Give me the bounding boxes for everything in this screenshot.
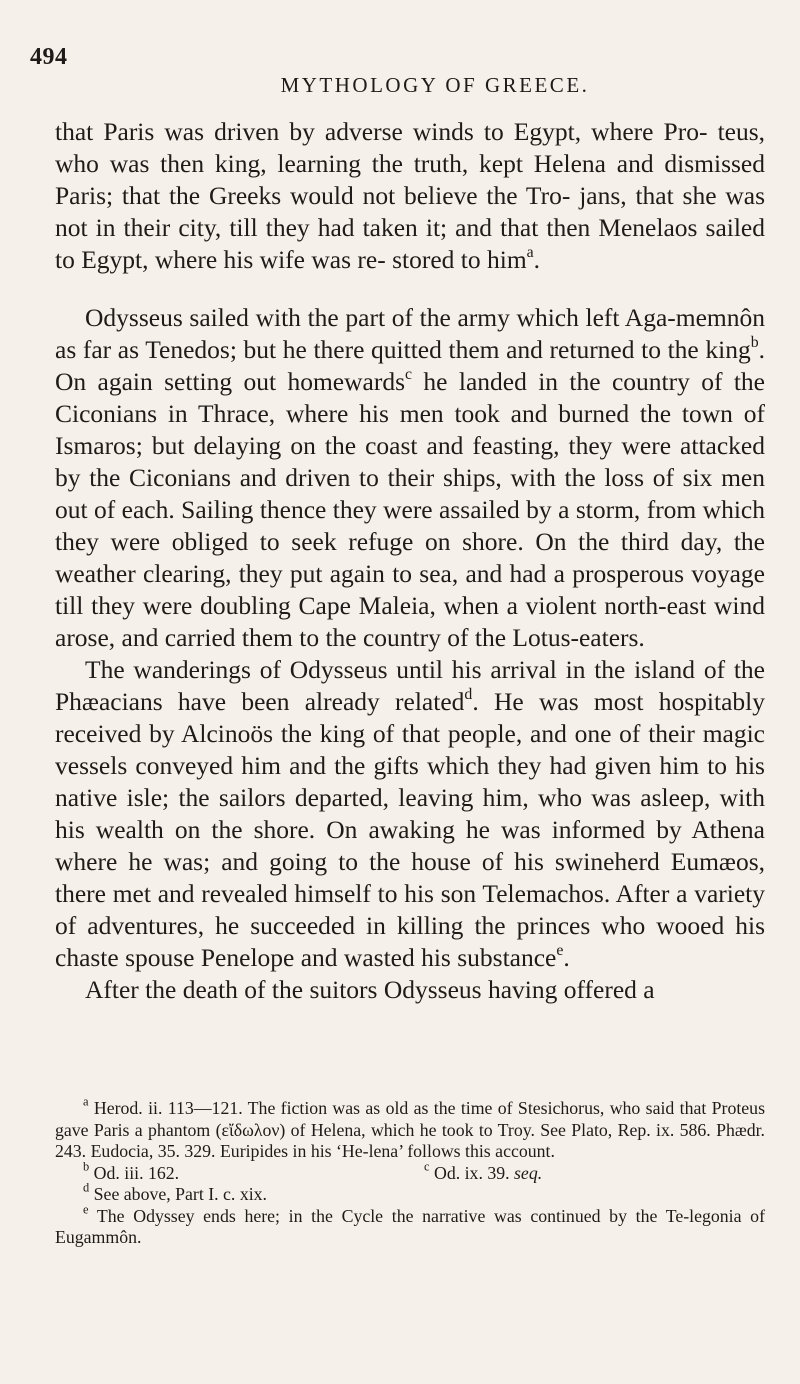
footnote-ref-e: e	[556, 941, 564, 959]
footnotes	[55, 1094, 765, 1249]
footnote-d	[55, 1180, 765, 1206]
footnote-b-mark: b	[83, 1158, 90, 1173]
footnote-d-text: See above, Part I. c. xix.	[93, 1184, 267, 1204]
footnote-c	[424, 1158, 765, 1185]
footnote-e-text: The Odyssey ends here; in the Cycle the narrative was continued by the Te-legonia of Eugammôn.	[55, 1205, 765, 1247]
footnote-c-text: Od. ix. 39.	[433, 1162, 510, 1183]
footnote-e	[55, 1201, 765, 1249]
footnote-d-mark: d	[83, 1180, 90, 1195]
footnote-a	[55, 1094, 765, 1163]
paragraph-2-part-3: he landed in the country of the Ciconians in Thrace, where his men took and burned the town of Ismaros; but delaying on the coast and feasting, they were attacked by the Ciconians and driven to their ships, with the loss of six men out of each. Sailing thence they were assailed by a storm, from which they were obliged to seek refuge on shore. On the third day, the weather clearing, they put again to sea, and had a prosperous voyage till they were doubling Cape Maleia, when a violent north-east wind arose, and carried them to the country of the Lotus-eaters.	[55, 367, 765, 652]
footnote-ref-c: c	[405, 365, 413, 383]
paragraph-1-line-1: that Paris was driven by adverse winds to Egypt, where Pro-	[55, 117, 708, 146]
footnote-e-mark: e	[83, 1201, 89, 1216]
footnote-c-seq: seq.	[514, 1162, 543, 1183]
footnote-c-mark: c	[424, 1158, 430, 1173]
paragraph-1-line-6: stored to him	[392, 245, 527, 274]
paragraph-3-part-1: The wanderings of Odysseus until his arrival in the island of the Phæacians have been already related	[55, 655, 765, 716]
footnote-ref-a: a	[526, 243, 534, 261]
footnote-b-c-row	[55, 1158, 765, 1185]
footnote-b	[83, 1158, 424, 1185]
footnote-ref-d: d	[464, 685, 473, 703]
paragraph-1-line-3: dismissed Paris; that the Greeks would not believe the Tro-	[55, 149, 765, 210]
paragraph-3: The wanderings of Odysseus until his arrival in the island of the Phæacians have been already related$^d$. He was most hospitably received by Alcinoös the king of that people, and one of their magic vessels conveyed him and the gifts which they had given him to his native isle; the sailors departed, leaving him, who was asleep, with his wealth on the shore. On awaking he was informed by Athena where he was; and going to the house of his swineherd Eumæos, there met and revealed himself to his son Telemachos. After a variety of adventures, he succeeded in killing the princes who wooed his chaste spouse Penelope and wasted his substance$^e$.	[55, 655, 765, 972]
paragraph-2	[55, 302, 765, 654]
paragraph-3-part-2: . He was most hospitably received by Alcinoös the king of that people, and one of their magic vessels conveyed him and the gifts which they had given him to his native isle; the sailors departed, leaving him, who was asleep, with his wealth on the shore. On awaking he was informed by Athena where he was; and going to the house of his swineherd Eumæos, there met and revealed himself to his son Telemachos. After a variety of adventures, he succeeded in killing the princes who wooed his chaste spouse Penelope and wasted his substance	[55, 687, 765, 972]
footnote-a-text: Herod. ii. 113—121. The fiction was as old as the time of Stesichorus, who said that Proteus gave Paris a phantom (εἴδωλον) of Helena, which he took to Troy. See Plato, Rep. ix. 586. Phædr. 243. Eudocia, 35. 329. Euripides in his ‘He-lena’ follows this account.	[55, 1098, 765, 1161]
running-head: MYTHOLOGY OF GREECE.	[280, 73, 590, 97]
paragraph-2-part-2: . On again setting out homewards	[55, 335, 765, 396]
paragraph-1-line-2: teus, who was then king, learning the truth, kept Helena and	[55, 117, 766, 178]
main-text	[55, 116, 765, 1006]
paragraph-1: that Paris was driven by adverse winds to Egypt, where Pro- teus, who was then king, learning the truth, kept Helena and dismissed Paris; that the Greeks would not believe the Tro- jans, that she was not in their city, till they had taken it; and that then Menelaos sailed to Egypt, where his wife was re- stored to him$^a$.	[55, 117, 766, 274]
footnote-b-text: Od. iii. 162.	[93, 1162, 180, 1183]
footnote-a-mark: a	[83, 1094, 89, 1109]
paragraph-1-line-5: that then Menelaos sailed to Egypt, where his wife was re-	[55, 213, 765, 274]
footnote-ref-b: b	[750, 333, 759, 351]
paragraph-2-part-1: Odysseus sailed with the part of the army which left Aga-memnôn as far as Tenedos; but he there quitted them and returned to the king	[55, 303, 765, 364]
paragraph-4: After the death of the suitors Odysseus having offered a	[85, 975, 655, 1004]
page-number: 494	[30, 44, 68, 70]
paragraph-1-line-4: jans, that she was not in their city, till they had taken it; and	[55, 181, 765, 242]
